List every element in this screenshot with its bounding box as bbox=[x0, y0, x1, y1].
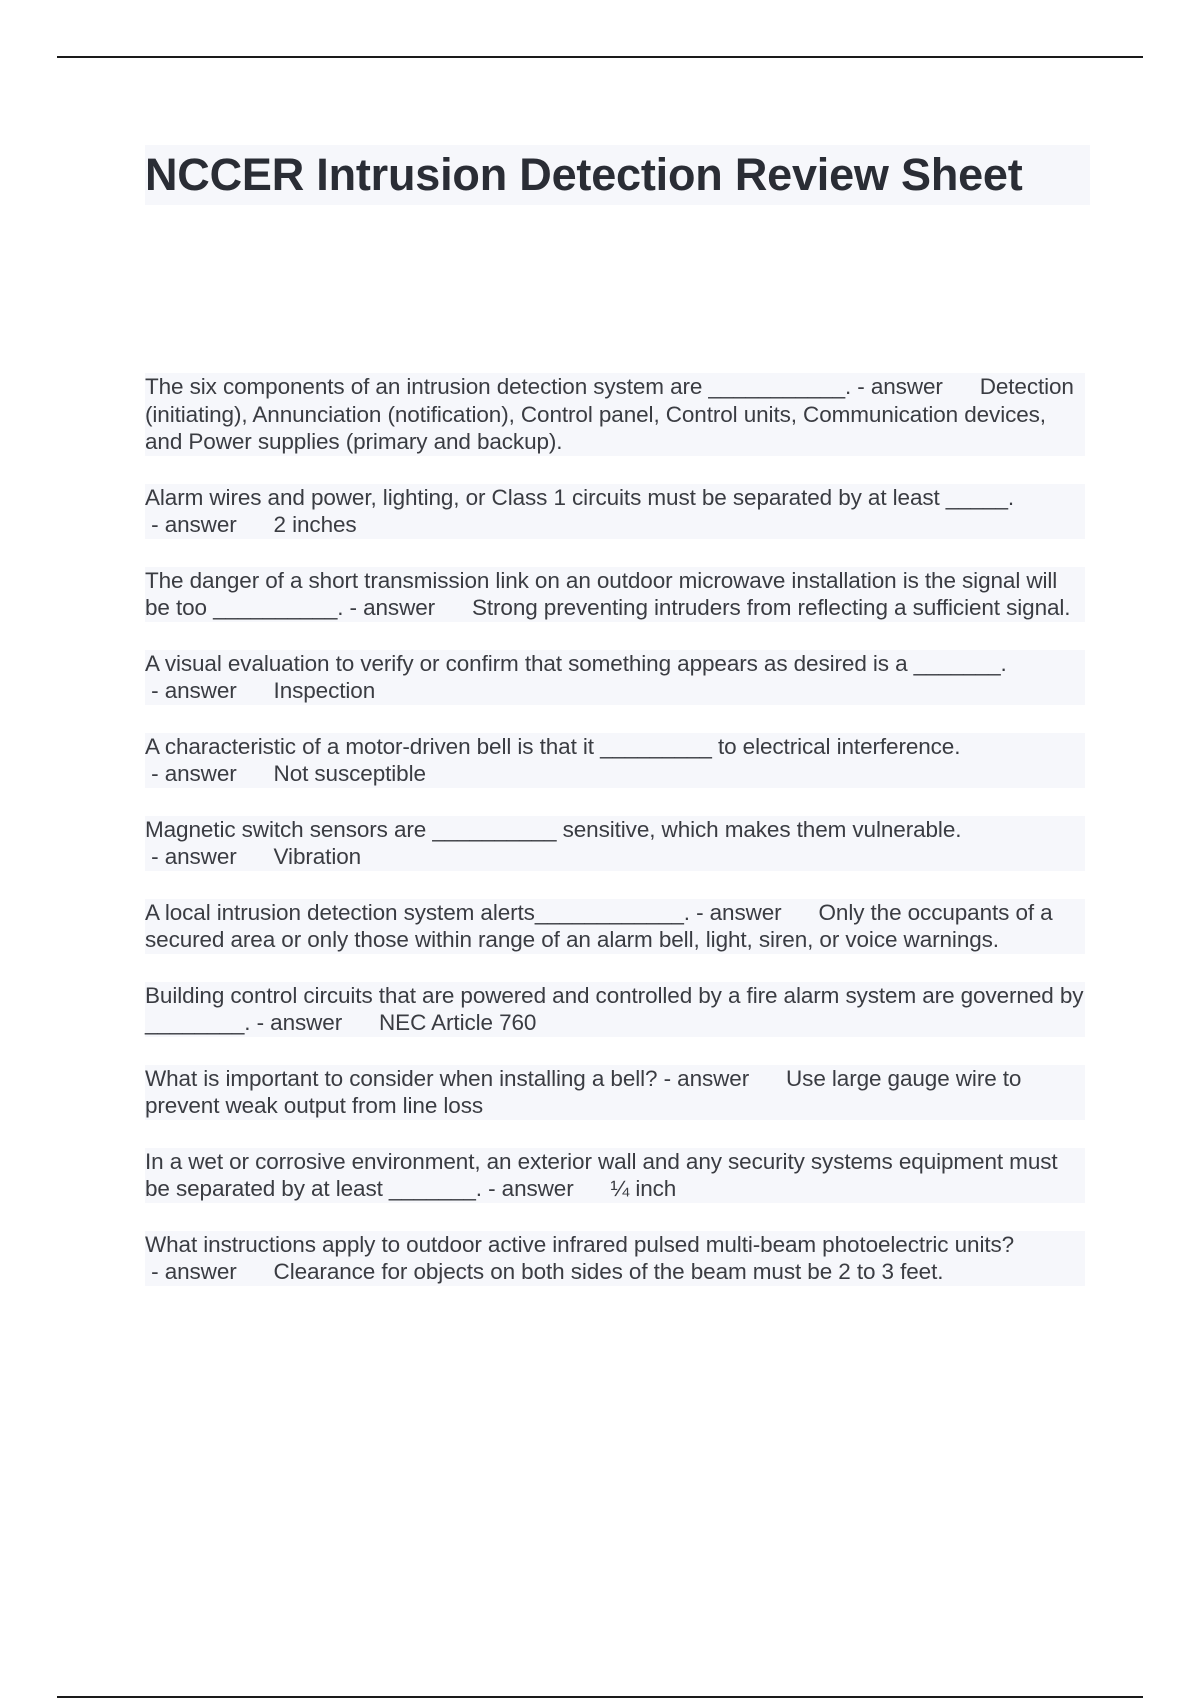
qa-item bbox=[145, 484, 1085, 539]
answer-separator: - answer bbox=[481, 1176, 611, 1201]
qa-item bbox=[145, 899, 1085, 954]
answer-separator: - answer bbox=[145, 678, 274, 703]
answer-text: Clearance for objects on both sides of the beam must be 2 to 3 feet. bbox=[273, 1259, 944, 1284]
answer-separator: - answer bbox=[343, 595, 472, 620]
answer-separator: - answer bbox=[145, 512, 274, 537]
answer-separator: - answer bbox=[851, 374, 980, 399]
qa-item bbox=[145, 650, 1085, 705]
answer-text: Vibration bbox=[273, 844, 362, 869]
qa-item bbox=[145, 733, 1085, 788]
answer-text: Detection (initiating), Annunciation (notification), Control panel, Control units, Communication devices, and Power supplies (primary and backup). bbox=[145, 374, 1074, 454]
qa-item bbox=[145, 816, 1085, 871]
question-text: A local intrusion detection system alerts____________. bbox=[145, 899, 690, 925]
question-text: What instructions apply to outdoor active infrared pulsed multi-beam photoelectric units? bbox=[145, 1231, 1015, 1257]
answer-text: NEC Article 760 bbox=[379, 1010, 537, 1035]
answer-separator: - answer bbox=[657, 1065, 787, 1091]
document-body bbox=[145, 145, 1090, 1314]
question-text: A characteristic of a motor-driven bell is that it _________ to electrical interference. bbox=[145, 733, 961, 759]
answer-text: Strong preventing intruders from reflecting a sufficient signal. bbox=[471, 595, 1071, 620]
answer-text: Not susceptible bbox=[273, 761, 426, 786]
answer-separator: - answer bbox=[145, 1259, 274, 1284]
answer-text: Use large gauge wire to prevent weak output from line loss bbox=[145, 1065, 1022, 1118]
qa-item bbox=[145, 1065, 1085, 1120]
bottom-rule bbox=[57, 1696, 1143, 1698]
question-text: Alarm wires and power, lighting, or Class 1 circuits must be separated by at least _____. bbox=[145, 484, 1015, 510]
question-text: In a wet or corrosive environment, an exterior wall and any security systems equipment must be separated by at least _______. bbox=[145, 1148, 1058, 1201]
answer-separator: - answer bbox=[250, 1010, 380, 1035]
qa-item bbox=[145, 1148, 1085, 1203]
question-text: The danger of a short transmission link on an outdoor microwave installation is the signal will be too __________. bbox=[145, 567, 1058, 620]
qa-item bbox=[145, 373, 1085, 456]
qa-item bbox=[145, 567, 1085, 622]
question-text: Magnetic switch sensors are __________ sensitive, which makes them vulnerable. bbox=[145, 816, 962, 842]
answer-separator: - answer bbox=[145, 761, 274, 786]
answer-text: ¼ inch bbox=[610, 1176, 677, 1201]
top-rule bbox=[57, 56, 1143, 58]
question-text: Building control circuits that are powered and controlled by a fire alarm system are governed by ________. bbox=[145, 982, 1084, 1035]
qa-item bbox=[145, 982, 1085, 1037]
answer-separator: - answer bbox=[689, 899, 819, 925]
answer-text: Inspection bbox=[273, 678, 376, 703]
question-text: What is important to consider when installing a bell? bbox=[145, 1065, 658, 1091]
answer-text: Only the occupants of a secured area or only those within range of an alarm bell, light, siren, or voice warnings. bbox=[145, 899, 1053, 952]
page-title: NCCER Intrusion Detection Review Sheet bbox=[145, 149, 1023, 200]
answer-separator: - answer bbox=[145, 844, 274, 869]
title-block bbox=[145, 145, 1090, 205]
qa-item bbox=[145, 1231, 1085, 1286]
question-text: The six components of an intrusion detection system are ___________. bbox=[145, 374, 852, 399]
answer-text: 2 inches bbox=[273, 512, 357, 537]
qa-list bbox=[145, 373, 1090, 1286]
question-text: A visual evaluation to verify or confirm that something appears as desired is a _______. bbox=[145, 650, 1007, 676]
